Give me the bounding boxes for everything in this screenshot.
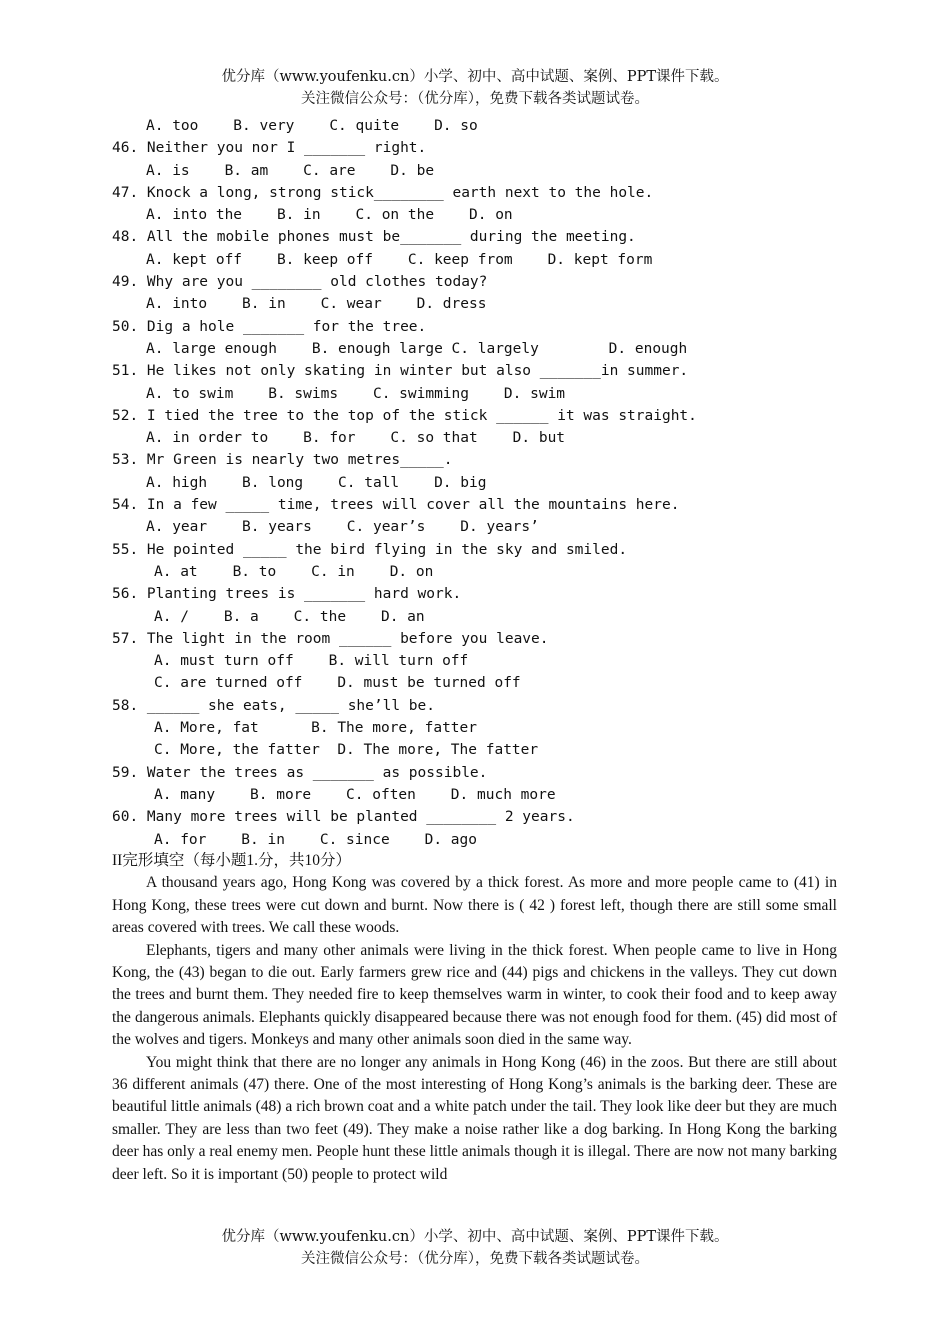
footer-line-2: 关注微信公众号：（优分库），免费下载各类试题试卷。	[301, 1251, 649, 1267]
question-stem: 57. The light in the room ______ before you leave.	[112, 630, 549, 647]
question-stem: 46. Neither you nor I _______ right.	[112, 140, 427, 157]
question-options: A. high B. long C. tall D. big	[146, 474, 487, 491]
question-options: A. into B. in C. wear D. dress	[146, 296, 487, 313]
question-stem: 50. Dig a hole _______ for the tree.	[112, 318, 427, 335]
question-stem: 53. Mr Green is nearly two metres_____.	[112, 452, 453, 469]
page-footer	[0, 1226, 950, 1270]
footer-line-1: 优分库（www.youfenku.cn）小学、初中、高中试题、案例、PPT课件下载。	[221, 1229, 729, 1245]
question-45-options: A. too B. very C. quite D. so	[146, 118, 478, 134]
question-options: A. / B. a C. the D. an	[154, 608, 425, 625]
page-header	[0, 66, 950, 110]
question-options: A. large enough B. enough large C. largely D. enough	[146, 340, 688, 357]
multiple-choice-section	[112, 115, 852, 851]
header-line-2: 关注微信公众号：（优分库），免费下载各类试题试卷。	[301, 91, 649, 107]
question-stem: 55. He pointed _____ the bird flying in the sky and smiled.	[112, 541, 628, 558]
question-stem: 48. All the mobile phones must be_______ during the meeting.	[112, 229, 636, 246]
question-options: C. are turned off D. must be turned off	[154, 675, 521, 692]
question-stem: 51. He likes not only skating in winter but also _______in summer.	[112, 363, 689, 380]
question-options: A. for B. in C. since D. ago	[154, 831, 478, 848]
question-stem: 58. ______ she eats, _____ she’ll be.	[112, 697, 436, 714]
cloze-section	[112, 850, 837, 1186]
question-options: A. at B. to C. in D. on	[154, 563, 434, 580]
question-stem: 54. In a few _____ time, trees will cover all the mountains here.	[112, 497, 680, 514]
question-options: A. kept off B. keep off C. keep from D. kept form	[146, 251, 653, 268]
question-options: A. in order to B. for C. so that D. but	[146, 430, 566, 447]
question-options: A. into the B. in C. on the D. on	[146, 207, 513, 224]
question-options: A. is B. am C. are D. be	[146, 162, 435, 179]
question-options: A. to swim B. swims C. swimming D. swim	[146, 385, 566, 402]
question-stem: 60. Many more trees will be planted ________ 2 years.	[112, 809, 575, 826]
cloze-paragraph-2: Elephants, tigers and many other animals were living in the thick forest. When people came to live in Hong Kong, the (43) began to die out. Early farmers grew rice and (44) pigs and chickens in the valleys. They cut down the trees and burnt them. They needed fire to keep themselves warm in winter, to cook their food and to keep away the dangerous animals. Elephants quickly disappeared because there was not enough food for them. (45) did most of the wolves and tigers. Monkeys and many other animals soon died in the same way.	[112, 941, 837, 1049]
question-stem: 56. Planting trees is _______ hard work.	[112, 586, 462, 603]
question-stem: 59. Water the trees as _______ as possible.	[112, 764, 488, 781]
cloze-section-title: II完形填空（每小题1.分，共10分）	[112, 852, 351, 869]
question-list	[112, 137, 852, 851]
question-options: A. More, fat B. The more, fatter	[154, 720, 478, 737]
question-stem: 47. Knock a long, strong stick________ earth next to the hole.	[112, 184, 654, 201]
header-line-1: 优分库（www.youfenku.cn）小学、初中、高中试题、案例、PPT课件下载。	[221, 69, 729, 85]
question-options: A. year B. years C. year’s D. years’	[146, 519, 539, 536]
question-options: C. More, the fatter D. The more, The fatter	[154, 742, 539, 759]
question-options: A. must turn off B. will turn off	[154, 653, 469, 670]
question-options: A. many B. more C. often D. much more	[154, 786, 556, 803]
question-stem: 52. I tied the tree to the top of the stick ______ it was straight.	[112, 407, 697, 424]
cloze-paragraph-3: You might think that there are no longer any animals in Hong Kong (46) in the zoos. But there are still about 36 different animals (47) there. One of the most interesting of Hong Kong’s animals is the barking deer. These are beautiful little animals (48) a rich brown coat and a white patch under the tail. They look like deer but they are much smaller. They are less than two feet (49). They make a noise rather like a dog barking. In Hong Kong the barking deer has only a real enemy men. People hunt these little animals though it is illegal. There are now not many barking deer left. So it is important (50) people to protect wild	[112, 1053, 837, 1183]
question-stem: 49. Why are you ________ old clothes today?	[112, 274, 488, 291]
cloze-paragraph-1: A thousand years ago, Hong Kong was covered by a thick forest. As more and more people came to (41) in Hong Kong, these trees were cut down and burnt. Now there is ( 42 ) forest left, though there are still some small areas covered with trees. We call these woods.	[112, 874, 837, 937]
